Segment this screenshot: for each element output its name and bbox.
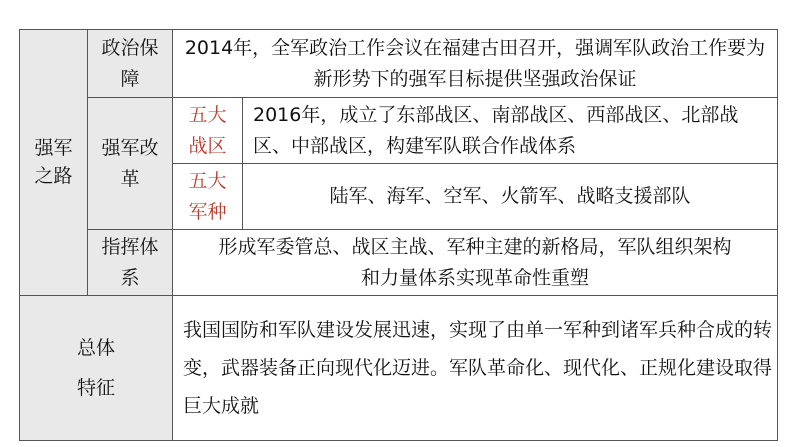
row-label-reform: 强军改革: [101, 136, 159, 190]
row-label-cell: [88, 230, 173, 296]
summary-text-cell: [173, 296, 778, 441]
service-text: 陆军、海军、空军、火箭军、战略支援部队: [329, 185, 691, 207]
table-row: [20, 230, 778, 296]
sub-label-service: 五大军种: [188, 169, 227, 223]
row-label-command: 指挥体系: [101, 235, 159, 289]
summary-text: 我国国防和军队建设发展迅速，实现了由单一军种到诸军兵种合成的转变，武器装备正向现代化迈进。军队革命化、现代化、正规化建设取得巨大成就: [183, 319, 773, 417]
row-text-cell: [173, 30, 778, 98]
row-label-cell: [88, 30, 173, 98]
sub-label-theater: 五大战区: [188, 103, 227, 157]
category-label: 强军之路: [34, 136, 73, 187]
summary-label-cell: [20, 296, 173, 441]
road-to-strong-army-table: [19, 29, 778, 441]
table-row: [20, 98, 778, 164]
sub-label-cell: [173, 98, 243, 164]
table-row: [20, 296, 778, 441]
row-text-cell: [243, 164, 778, 230]
summary-label: 总体特征: [76, 337, 115, 399]
row-text-cell: [173, 230, 778, 296]
command-text: 形成军委管总、战区主战、军种主建的新格局，军队组织架构和力量体系实现革命性重塑: [218, 235, 732, 289]
row-label-political: 政治保障: [101, 36, 159, 90]
sub-label-cell: [173, 164, 243, 230]
political-text: 2014年，全军政治工作会议在福建古田召开，强调军队政治工作要为新形势下的强军目标提供坚强政治保证: [184, 36, 766, 90]
row-label-cell: [88, 98, 173, 230]
theater-text: 2016年，成立了东部战区、南部战区、西部战区、北部战区、中部战区，构建军队联合作战体系: [253, 103, 739, 157]
category-cell: [20, 30, 88, 296]
table-row: [20, 30, 778, 98]
row-text-cell: [243, 98, 778, 164]
